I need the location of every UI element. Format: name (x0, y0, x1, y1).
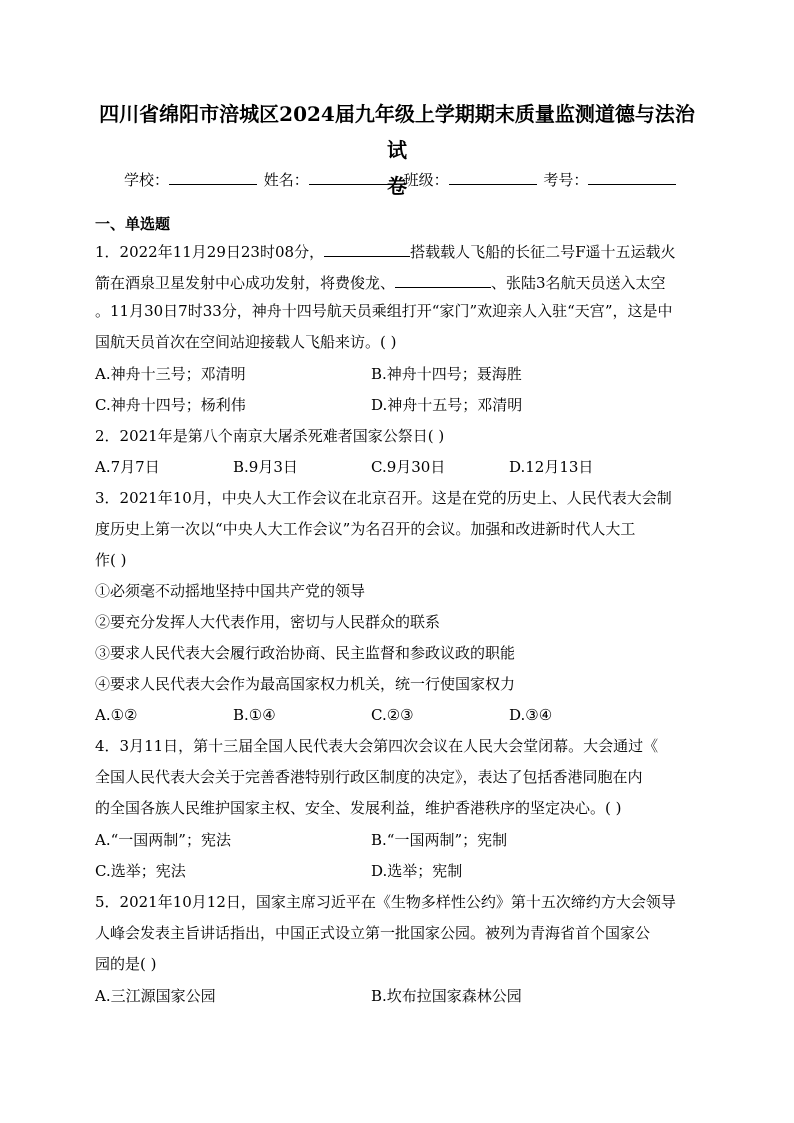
q4-option-b[interactable]: B.“一国两制”；宪制 (371, 831, 508, 849)
class-blank[interactable] (449, 168, 537, 185)
q1-blank-2[interactable] (395, 271, 491, 288)
school-label: 学校： (124, 171, 170, 189)
q1-text-2a: 箭在酒泉卫星发射中心成功发射，将费俊龙、 (95, 274, 396, 292)
name-blank[interactable] (309, 168, 397, 185)
q5-option-a[interactable]: A.三江源国家公园 (95, 987, 216, 1005)
q4-line-1: 4．3月11日，第十三届全国人民代表大会第四次会议在人民大会堂闭幕。大会通过《 (95, 737, 659, 755)
q3-statement-2: ②要充分发挥人大代表作用，密切与人民群众的联系 (95, 613, 441, 631)
q3-option-d[interactable]: D.③④ (509, 706, 553, 724)
q4-option-a[interactable]: A.“一国两制”；宪法 (95, 831, 231, 849)
q4-line-3: 的全国各族人民维护国家主权、安全、发展利益，维护香港秩序的坚定决心。( ) (95, 799, 622, 817)
q1-option-d[interactable]: D.神舟十五号；邓清明 (371, 396, 523, 414)
q5-line-3: 园的是( ) (95, 955, 157, 973)
q1-line-2 (95, 271, 666, 293)
q5-line-2: 人峰会发表主旨讲话指出，中国正式设立第一批国家公园。被列为青海省首个国家公 (95, 924, 651, 942)
q1-line-4: 国航天员首次在空间站迎接载人飞船来访。( ) (95, 333, 397, 351)
section-heading: 一、单选题 (95, 215, 171, 233)
q4-option-d[interactable]: D.选举；宪制 (371, 862, 463, 880)
q3-option-c[interactable]: C.②③ (371, 706, 414, 724)
title-line-1: 四川省绵阳市涪城区2024届九年级上学期期末质量监测道德与法治试 (99, 102, 695, 162)
name-label: 姓名： (263, 171, 309, 189)
q2-option-a[interactable]: A.7月7日 (95, 458, 160, 476)
q2-option-d[interactable]: D.12月13日 (509, 458, 594, 476)
q2-option-c[interactable]: C.9月30日 (371, 458, 446, 476)
q3-statement-3: ③要求人民代表大会履行政治协商、民主监督和参政议政的职能 (95, 644, 516, 662)
q1-option-c[interactable]: C.神舟十四号；杨利伟 (95, 396, 246, 414)
exam-number-label: 考号： (543, 171, 589, 189)
title-line-2: 卷 (387, 174, 407, 198)
q5-line-1: 5．2021年10月12日，国家主席习近平在《生物多样性公约》第十五次缔约方大会领导 (95, 893, 676, 911)
exam-number-blank[interactable] (588, 168, 676, 185)
q1-line-3: 。11月30日7时33分，神舟十四号航天员乘组打开“家门”欢迎亲人入驻“天宫”，这是中 (95, 302, 673, 320)
q5-option-b[interactable]: B.坎布拉国家森林公园 (371, 987, 522, 1005)
class-label: 班级： (403, 171, 449, 189)
q3-option-a[interactable]: A.①② (95, 706, 138, 724)
q2-line-1: 2．2021年是第八个南京大屠杀死难者国家公祭日( ) (95, 427, 445, 445)
q3-line-1: 3．2021年10月，中央人大工作会议在北京召开。这是在党的历史上、人民代表大会制 (95, 489, 672, 507)
q1-blank-1[interactable] (324, 240, 410, 257)
q1-line-1 (95, 240, 676, 262)
q1-text-1a: 1．2022年11月29日23时08分， (95, 243, 325, 261)
q1-option-b[interactable]: B.神舟十四号；聂海胜 (371, 365, 522, 383)
q4-option-c[interactable]: C.选举；宪法 (95, 862, 186, 880)
q1-text-2b: 、张陆3名航天员送入太空 (491, 274, 666, 292)
school-blank[interactable] (169, 168, 257, 185)
q3-statement-1: ①必须毫不动摇地坚持中国共产党的领导 (95, 582, 366, 600)
q3-line-3: 作( ) (95, 551, 127, 569)
q2-option-b[interactable]: B.9月3日 (233, 458, 298, 476)
q3-statement-4: ④要求人民代表大会作为最高国家权力机关，统一行使国家权力 (95, 675, 516, 693)
q4-line-2: 全国人民代表大会关于完善香港特别行政区制度的决定》，表达了包括香港同胞在内 (95, 768, 643, 786)
q1-text-1b: 搭载载人飞船的长征二号F遥十五运载火 (410, 243, 676, 261)
q3-option-b[interactable]: B.①④ (233, 706, 276, 724)
student-info-row (124, 168, 684, 192)
q3-line-2: 度历史上第一次以“中央人大工作会议”为名召开的会议。加强和改进新时代人大工 (95, 520, 636, 538)
q1-option-a[interactable]: A.神舟十三号；邓清明 (95, 365, 246, 383)
